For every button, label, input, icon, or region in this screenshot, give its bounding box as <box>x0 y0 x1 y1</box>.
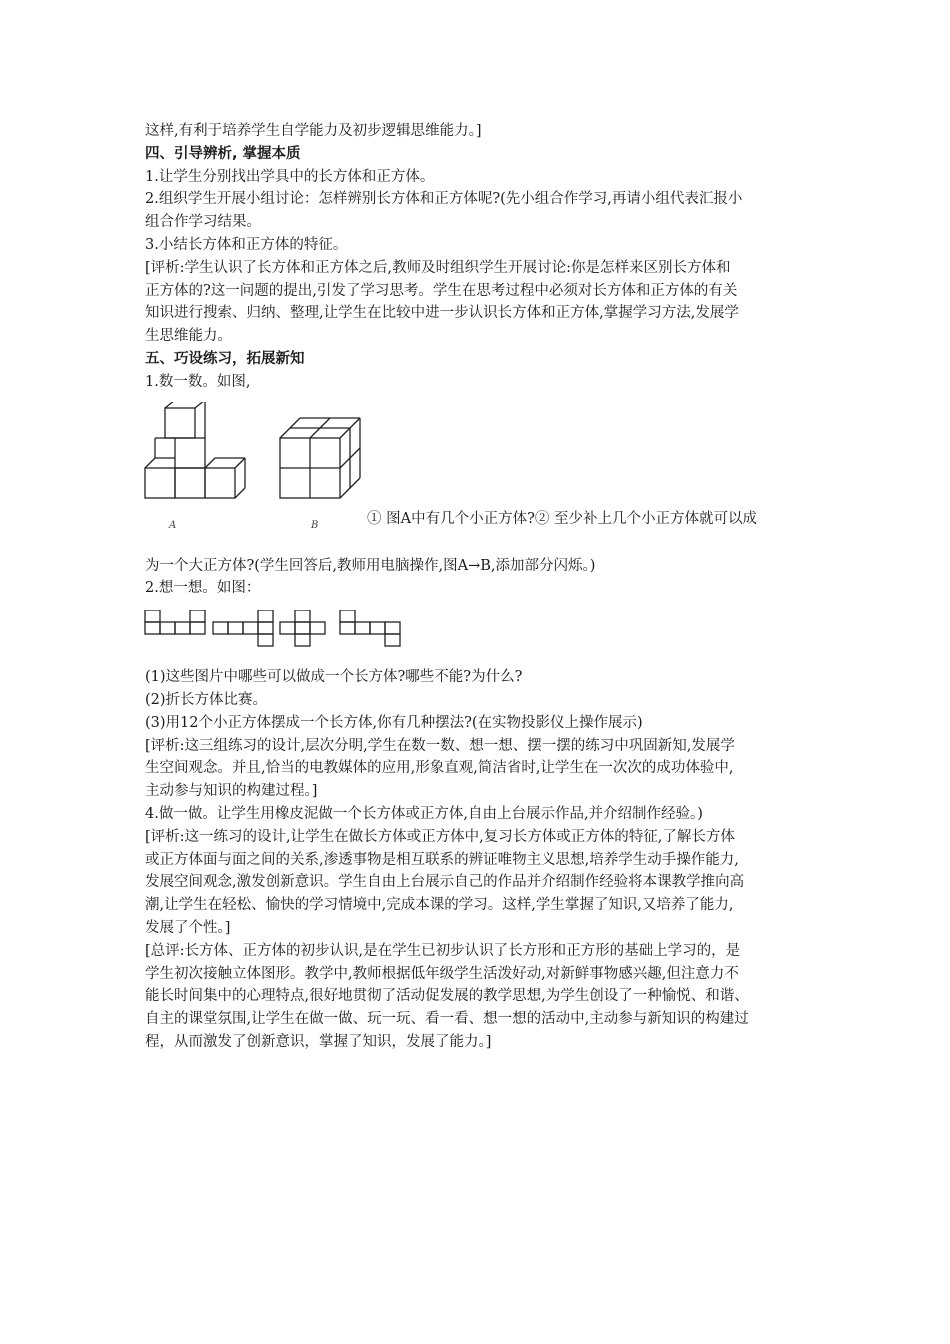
figure-a-label: A <box>169 519 177 531</box>
paragraph-line: [评析:这一练习的设计,让学生在做长方体或正方体中,复习长方体或正方体的特征,了解长方体 <box>145 828 735 845</box>
paragraph-line: 能长时间集中的心理特点,很好地贯彻了活动促发展的教学思想,为学生创设了一种愉悦、和谐、 <box>145 988 749 1005</box>
cube-nets <box>145 610 825 658</box>
net-1 <box>145 610 205 634</box>
paragraph-line: 正方体的?这一问题的提出,引发了学习思考。学生在思考过程中必须对长方体和正方体的有关 <box>145 282 738 299</box>
net-4 <box>340 610 400 646</box>
figure-b-label: B <box>311 519 319 531</box>
cube-figures <box>145 402 825 540</box>
net-2 <box>213 610 273 646</box>
paragraph-line: 或正方体面与面之间的关系,渗透事物是相互联系的辨证唯物主义思想,培养学生动手操作能力, <box>145 851 739 868</box>
paragraph-line: 程，从而激发了创新意识，掌握了知识，发展了能力。] <box>145 1033 492 1050</box>
figure-caption: ① 图A中有几个小正方体?② 至少补上几个小正方体就可以成 <box>367 510 757 527</box>
cube-nets-svg <box>143 610 413 658</box>
paragraph-line: 潮,让学生在轻松、愉快的学习情境中,完成本课的学习。这样,学生掌握了知识,又培养了能力, <box>145 897 734 914</box>
net-3 <box>280 610 325 646</box>
section-5-heading: 五、巧设练习，拓展新知 <box>145 350 305 367</box>
paragraph-line: 这样,有利于培养学生自学能力及初步逻辑思维能力。] <box>145 123 482 139</box>
paragraph-line: 生空间观念。并且,恰当的电教媒体的应用,形象直观,简洁省时,让学生在一次次的成功体验中, <box>145 760 734 777</box>
paragraph-line: 组合作学习结果。 <box>145 214 261 231</box>
paragraph-line: 4.做一做。让学生用橡皮泥做一个长方体或正方体,自由上台展示作品,并介绍制作经验。) <box>145 805 703 822</box>
paragraph-line: (1)这些图片中哪些可以做成一个长方体?哪些不能?为什么? <box>145 669 523 686</box>
paragraph-line: 2.想一想。如图： <box>145 580 261 597</box>
cube-figures-svg <box>143 402 373 532</box>
figure-b-cubes <box>280 418 360 498</box>
paragraph-line: 发展了个性。] <box>145 919 231 936</box>
paragraph-line: 主动参与知识的构建过程。] <box>145 783 318 800</box>
paragraph-line: 2.组织学生开展小组讨论：怎样辨别长方体和正方体呢?(先小组合作学习,再请小组代表汇报小 <box>145 191 743 208</box>
paragraph-line: [评析:这三组练习的设计,层次分明,学生在数一数、想一想、摆一摆的练习中巩固新知,发展学 <box>145 737 735 754</box>
paragraph-line: 为一个大正方体?(学生回答后,教师用电脑操作,图A→B,添加部分闪烁。) <box>145 557 596 574</box>
paragraph-line: [评析:学生认识了长方体和正方体之后,教师及时组织学生开展讨论:你是怎样来区别长方体和 <box>145 259 731 276</box>
paragraph-line: (3)用12个小正方体摆成一个长方体,你有几种摆法?(在实物投影仪上操作展示) <box>145 714 643 731</box>
document-body <box>145 120 825 1054</box>
paragraph-line: 发展空间观念,激发创新意识。学生自由上台展示自己的作品并介绍制作经验将本课教学推向高 <box>145 874 745 891</box>
section-4-heading: 四、引导辨析, 掌握本质 <box>145 145 301 162</box>
paragraph-line: (2)折长方体比赛。 <box>145 691 268 708</box>
figure-a-cubes <box>145 402 245 498</box>
paragraph-line: 1.数一数。如图, <box>145 373 251 390</box>
paragraph-line: 知识进行搜索、归纳、整理,让学生在比较中进一步认识长方体和正方体,掌握学习方法,发展学 <box>145 305 739 322</box>
paragraph-line: [总评:长方体、正方体的初步认识,是在学生已初步认识了长方形和正方形的基础上学习的，是 <box>145 942 741 959</box>
paragraph-line: 1.让学生分别找出学具中的长方体和正方体。 <box>145 168 435 185</box>
paragraph-line: 自主的课堂氛围,让学生在做一做、玩一玩、看一看、想一想的活动中,主动参与新知识的构建过 <box>145 1011 749 1028</box>
paragraph-line: 3.小结长方体和正方体的特征。 <box>145 236 348 253</box>
paragraph-line: 生思维能力。 <box>145 328 232 345</box>
paragraph-line: 学生初次接触立体图形。教学中,教师根据低年级学生活泼好动,对新鲜事物感兴趣,但注意力不 <box>145 965 739 982</box>
